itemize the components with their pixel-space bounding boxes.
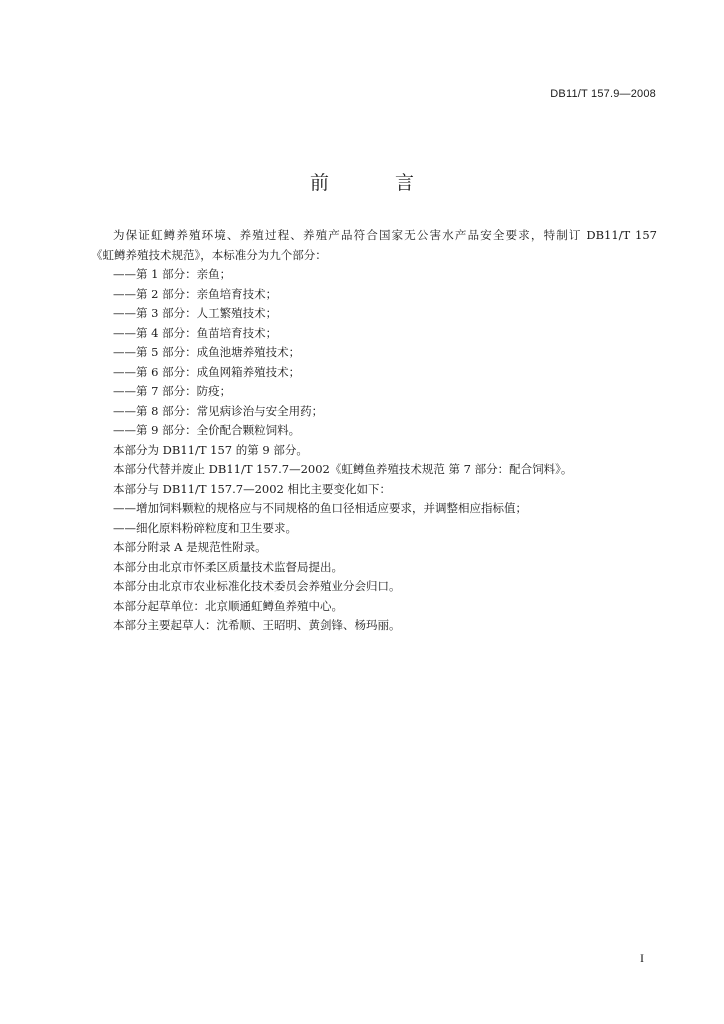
part-list-item: ——第 4 部分：鱼苗培育技术；	[113, 325, 278, 340]
body-paragraph: 本部分与 DB11/T 157.7—2002 相比主要变化如下：	[113, 481, 392, 496]
intro-line-2: 《虹鳟养殖技术规范》，本标准分为九个部分：	[91, 247, 327, 262]
foreword-content	[91, 226, 657, 636]
part-list-item: ——第 5 部分：成鱼池塘养殖技术；	[113, 345, 301, 359]
part-list-item: ——第 9 部分：全价配合颗粒饲料。	[113, 423, 301, 437]
part-list-item: ——第 3 部分：人工繁殖技术；	[113, 306, 278, 320]
body-paragraph: 本部分起草单位：北京顺通虹鳟鱼养殖中心。	[113, 598, 343, 613]
page-number: I	[640, 951, 644, 965]
body-paragraph: 本部分附录 A 是规范性附录。	[113, 540, 267, 554]
page-title: 前 言	[309, 172, 445, 194]
part-list-item: ——第 6 部分：成鱼网箱养殖技术；	[113, 364, 301, 379]
body-paragraph: 本部分由北京市怀柔区质量技术监督局提出。	[113, 559, 343, 574]
intro-line-1: 为保证虹鳟养殖环境、养殖过程、养殖产品符合国家无公害水产品安全要求，特制订 DB11/T 157	[113, 228, 657, 242]
body-paragraph: 本部分代替并废止 DB11/T 157.7—2002《虹鳟鱼养殖技术规范 第 7 部分：配合饲料》。	[113, 462, 573, 476]
change-list-item: ——增加饲料颗粒的规格应与不同规格的鱼口径相适应要求，并调整相应指标值；	[113, 501, 527, 515]
part-list-item: ——第 2 部分：亲鱼培育技术；	[113, 286, 278, 301]
document-code: DB11/T 157.9—2008	[550, 88, 656, 100]
body-paragraph: 本部分为 DB11/T 157 的第 9 部分。	[113, 442, 308, 457]
part-list-item: ——第 8 部分：常见病诊治与安全用药；	[113, 403, 324, 418]
change-list-item: ——细化原料粉碎粒度和卫生要求。	[113, 520, 297, 535]
body-paragraph: 本部分主要起草人：沈希顺、王昭明、黄剑锋、杨玛丽。	[113, 618, 401, 632]
part-list-item: ——第 1 部分：亲鱼；	[113, 267, 232, 281]
body-paragraph: 本部分由北京市农业标准化技术委员会养殖业分会归口。	[113, 579, 401, 593]
part-list-item: ——第 7 部分：防疫；	[113, 384, 232, 398]
